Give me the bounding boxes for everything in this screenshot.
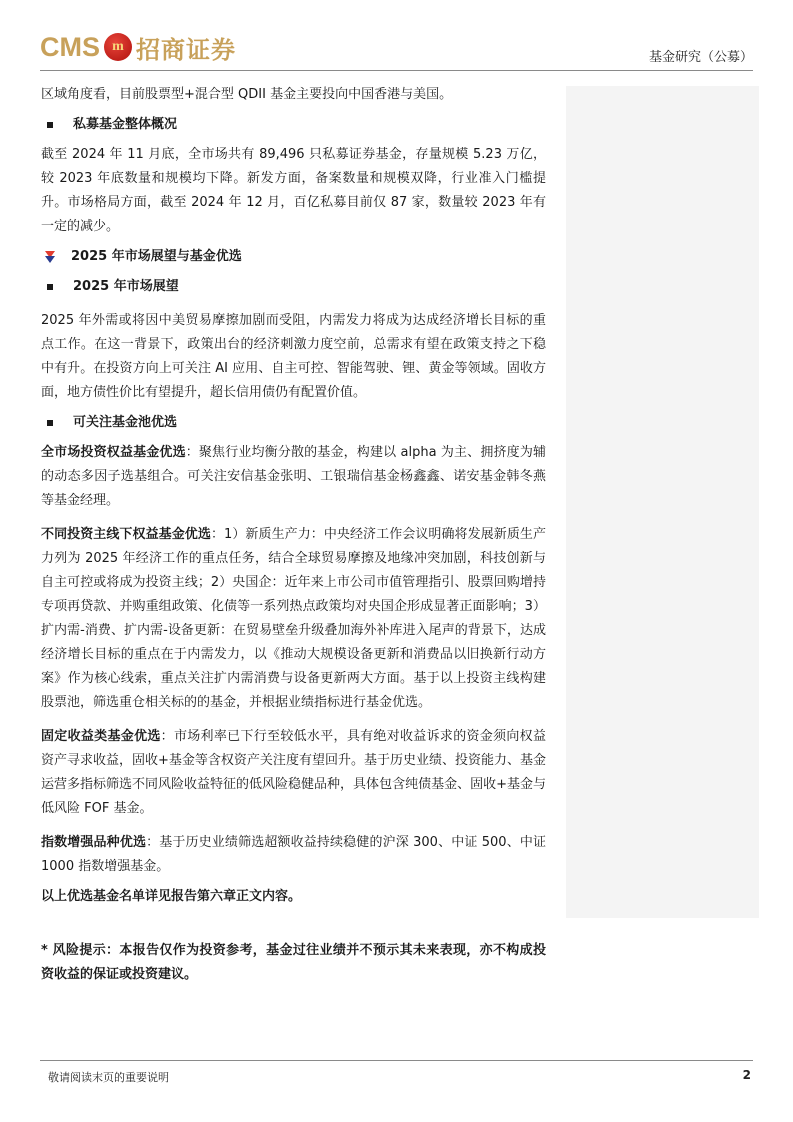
logo-emblem-icon: m: [104, 33, 132, 61]
cms-logo: [40, 30, 236, 64]
heading-text: 2025 年市场展望: [73, 279, 179, 294]
logo-text: CMS: [40, 31, 100, 62]
paragraph-equity-fund-selection: [41, 441, 546, 513]
heading-private-funds: [41, 113, 546, 137]
lead-text: 不同投资主线下权益基金优选: [41, 527, 211, 542]
logo-chinese-name: 招商证券: [136, 34, 236, 64]
footer-divider: [40, 1060, 753, 1061]
paragraph-theme-fund-selection: [41, 523, 546, 715]
paragraph-index-enhanced-selection: [41, 831, 546, 879]
square-bullet-icon: [47, 284, 53, 290]
section-arrow-icon: [45, 251, 55, 263]
report-category: 基金研究（公募）: [648, 50, 753, 65]
heading-outlook-section: [41, 245, 546, 269]
header-divider: [40, 70, 753, 71]
footer-notice: 敬请阅读末页的重要说明: [48, 1071, 169, 1084]
page-number: 2: [742, 1068, 751, 1082]
paragraph-fixed-income-selection: [41, 725, 546, 821]
heading-text: 2025 年市场展望与基金优选: [71, 249, 242, 264]
heading-text: 可关注基金池优选: [73, 415, 178, 430]
paragraph-market-outlook: 2025 年外需或将因中美贸易摩擦加剧而受阻，内需发力将成为达成经济增长目标的重点工作。在这一背景下，政策出台的经济刺激力度空前，总需求有望在政策支持之下稳中有升。在投资方向上可关注 AI 应用、自主可控、智能驾驶、锂、黄金等领域。固收方面，地方债性价比有望提升，超长信用债仍有配置价值。: [41, 313, 546, 400]
body-text: ：市场利率已下行至较低水平，具有绝对收益诉求的资金须向权益资产寻求收益，固收+基金等含权资产关注度有望回升。基于历史业绩、投资能力、基金运营多指标筛选不同风险收益特征的低风险稳健品种，具体包含纯债基金、固收+基金与低风险 FOF 基金。: [41, 729, 546, 816]
right-sidebar: [566, 86, 759, 918]
lead-text: 固定收益类基金优选: [41, 729, 161, 744]
heading-text: 私募基金整体概况: [73, 117, 178, 132]
body-text: ：1）新质生产力：中央经济工作会议明确将发展新质生产力列为 2025 年经济工作的重点任务，结合全球贸易摩擦及地缘冲突加剧，科技创新与自主可控或将成为投资主线；2）央国企：近年来上市公司市值管理指引、股票回购增持专项再贷款、并购重组政策、化债等一系列热点政策均对央国企形成显著正面影响；3）扩内需-消费、扩内需-设备更新：在贸易壁垒升级叠加海外补库进入尾声的背景下，达成经济增长目标的重点在于内需发力，以《推动大规模设备更新和消费品以旧换新行动方案》作为核心线索，重点关注扩内需消费与设备更新两大方面。基于以上投资主线构建股票池，筛选重仓相关标的的基金，并根据业绩指标进行基金优选。: [41, 527, 546, 710]
square-bullet-icon: [47, 122, 53, 128]
risk-warning: * 风险提示：本报告仅作为投资参考，基金过往业绩并不预示其未来表现，亦不构成投资收益的保证或投资建议。: [41, 943, 546, 982]
lead-text: 指数增强品种优选: [41, 835, 147, 850]
square-bullet-icon: [47, 420, 53, 426]
paragraph-private-funds: 截至 2024 年 11 月底，全市场共有 89,496 只私募证券基金，存量规模 5.23 万亿，较 2023 年底数量和规模均下降。新发方面，备案数量和规模双降，行业准入门槛提升。市场格局方面，截至 2024 年 12 月，百亿私募目前仅 87 家，数量较 2023 年有一定的减少。: [41, 147, 546, 234]
heading-fund-pool: [41, 411, 546, 435]
heading-market-outlook: [41, 275, 546, 299]
lead-text: 全市场投资权益基金优选: [41, 445, 186, 460]
paragraph-fund-list-note: 以上优选基金名单详见报告第六章正文内容。: [41, 889, 302, 904]
body-text: ：基于历史业绩筛选超额收益持续稳健的沪深 300、中证 500、中证 1000 指数增强基金。: [41, 835, 546, 874]
body-text: ：聚焦行业均衡分散的基金，构建以 alpha 为主、拥挤度为辅的动态多因子选基组合。可关注安信基金张明、工银瑞信基金杨鑫鑫、诺安基金韩冬燕等基金经理。: [41, 445, 546, 508]
paragraph-qdii-region: 区域角度看，目前股票型+混合型 QDII 基金主要投向中国香港与美国。: [41, 87, 453, 102]
page-header: [40, 28, 753, 70]
main-content: [41, 83, 546, 987]
